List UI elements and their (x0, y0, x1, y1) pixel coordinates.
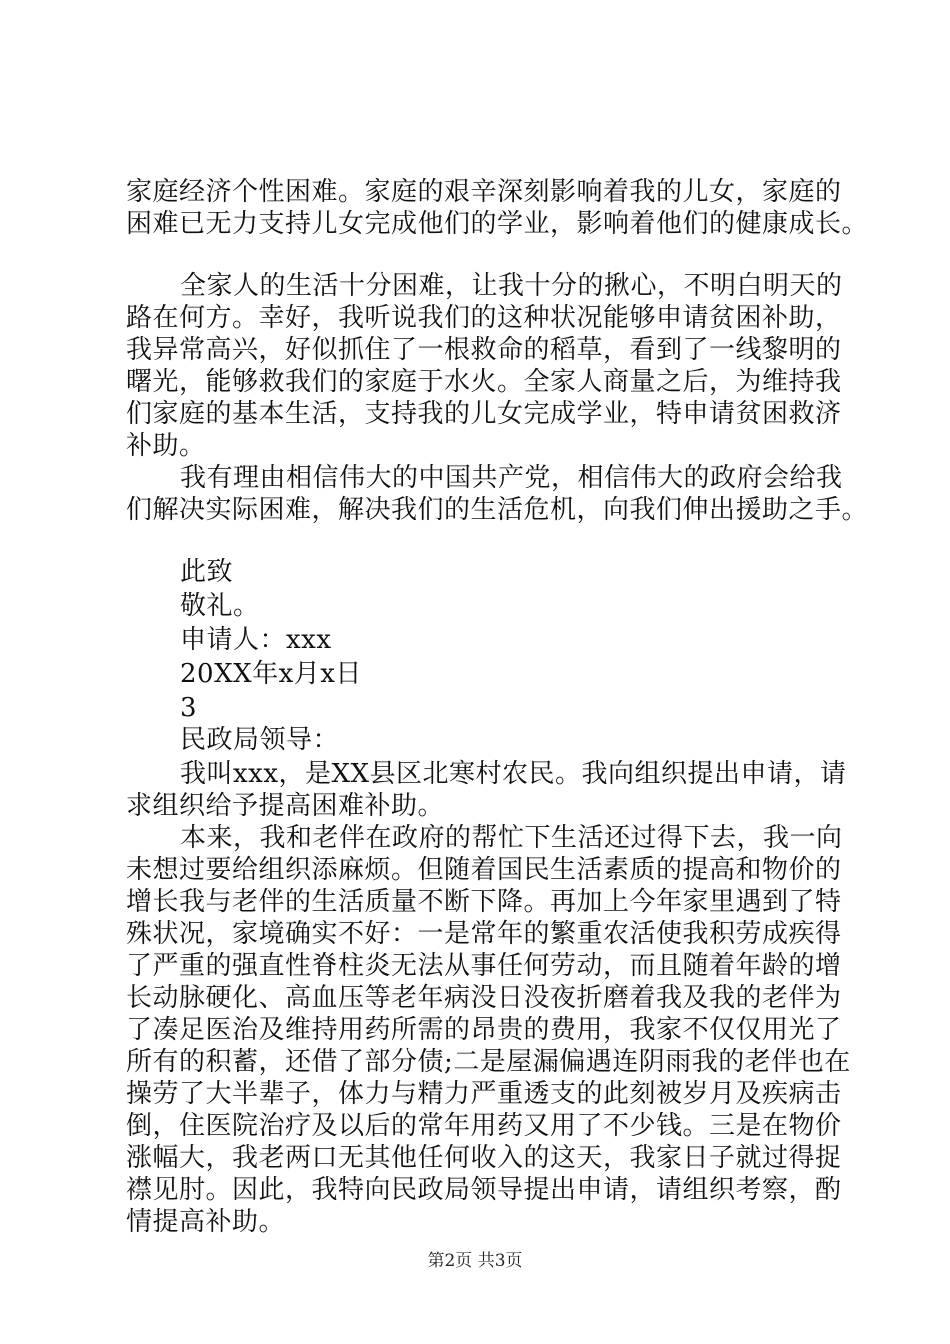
text-line: 涨幅大，我老两口无其他任何收入的这天，我家日子就过得捉 (126, 1143, 842, 1173)
text-line: 情提高补助。 (126, 1207, 286, 1237)
text-line: 们解决实际困难，解决我们的生活危机，向我们伸出援助之手。 (126, 495, 869, 525)
text-line: 襟见肘。因此，我特向民政局领导提出申请，请组织考察，酌 (126, 1175, 842, 1205)
section-number: 3 (180, 693, 198, 723)
text-line: 我有理由相信伟大的中国共产党，相信伟大的政府会给我 (180, 463, 843, 493)
text-line: 困难已无力支持儿女完成他们的学业，影响着他们的健康成长。 (126, 209, 869, 239)
date-line: 20XX年x月x日 (180, 659, 362, 689)
applicant-line: 申请人：xxx (180, 625, 332, 655)
text-line: 家庭经济个性困难。家庭的艰辛深刻影响着我的儿女，家庭的 (126, 177, 842, 207)
closing-regards: 敬礼。 (180, 591, 260, 621)
text-line: 求组织给予提高困难补助。 (126, 791, 445, 821)
text-line: 了凑足医治及维持用药所需的昂贵的费用，我家不仅仅用光了 (126, 1015, 842, 1045)
text-line: 未想过要给组织添麻烦。但随着国民生活素质的提高和物价的 (126, 855, 842, 885)
letter-addressee: 民政局领导： (180, 725, 340, 755)
text-line: 我叫xxx，是XX县区北寒村农民。我向组织提出申请，请 (180, 759, 847, 789)
text-line: 我异常高兴，好似抓住了一根救命的稻草，看到了一线黎明的 (126, 335, 842, 365)
text-line: 了严重的强直性脊柱炎无法从事任何劳动，而且随着年龄的增 (126, 951, 842, 981)
text-line: 所有的积蓄，还借了部分债;二是屋漏偏遇连阴雨我的老伴也在 (126, 1047, 851, 1077)
text-line: 路在何方。幸好，我听说我们的这种状况能够申请贫困补助， (126, 303, 842, 333)
text-line: 曙光，能够救我们的家庭于水火。全家人商量之后，为维持我 (126, 367, 842, 397)
text-line: 操劳了大半辈子，体力与精力严重透支的此刻被岁月及疾病击 (126, 1079, 842, 1109)
text-line: 全家人的生活十分困难，让我十分的揪心，不明白明天的 (180, 271, 843, 301)
closing-salutation: 此致 (180, 557, 234, 587)
text-line: 本来，我和老伴在政府的帮忙下生活还过得下去，我一向 (180, 823, 843, 853)
text-line: 殊状况，家境确实不好：一是常年的繁重农活使我积劳成疾得 (126, 919, 842, 949)
text-line: 们家庭的基本生活，支持我的儿女完成学业，特申请贫困救济 (126, 399, 842, 429)
text-line: 补助。 (126, 431, 206, 461)
text-line: 增长我与老伴的生活质量不断下降。再加上今年家里遇到了特 (126, 887, 842, 917)
text-line: 长动脉硬化、高血压等老年病没日没夜折磨着我及我的老伴为 (126, 983, 842, 1013)
text-line: 倒，住医院治疗及以后的常年用药又用了不少钱。三是在物价 (126, 1111, 842, 1141)
page-footer: 第2页 共3页 (427, 1251, 523, 1271)
